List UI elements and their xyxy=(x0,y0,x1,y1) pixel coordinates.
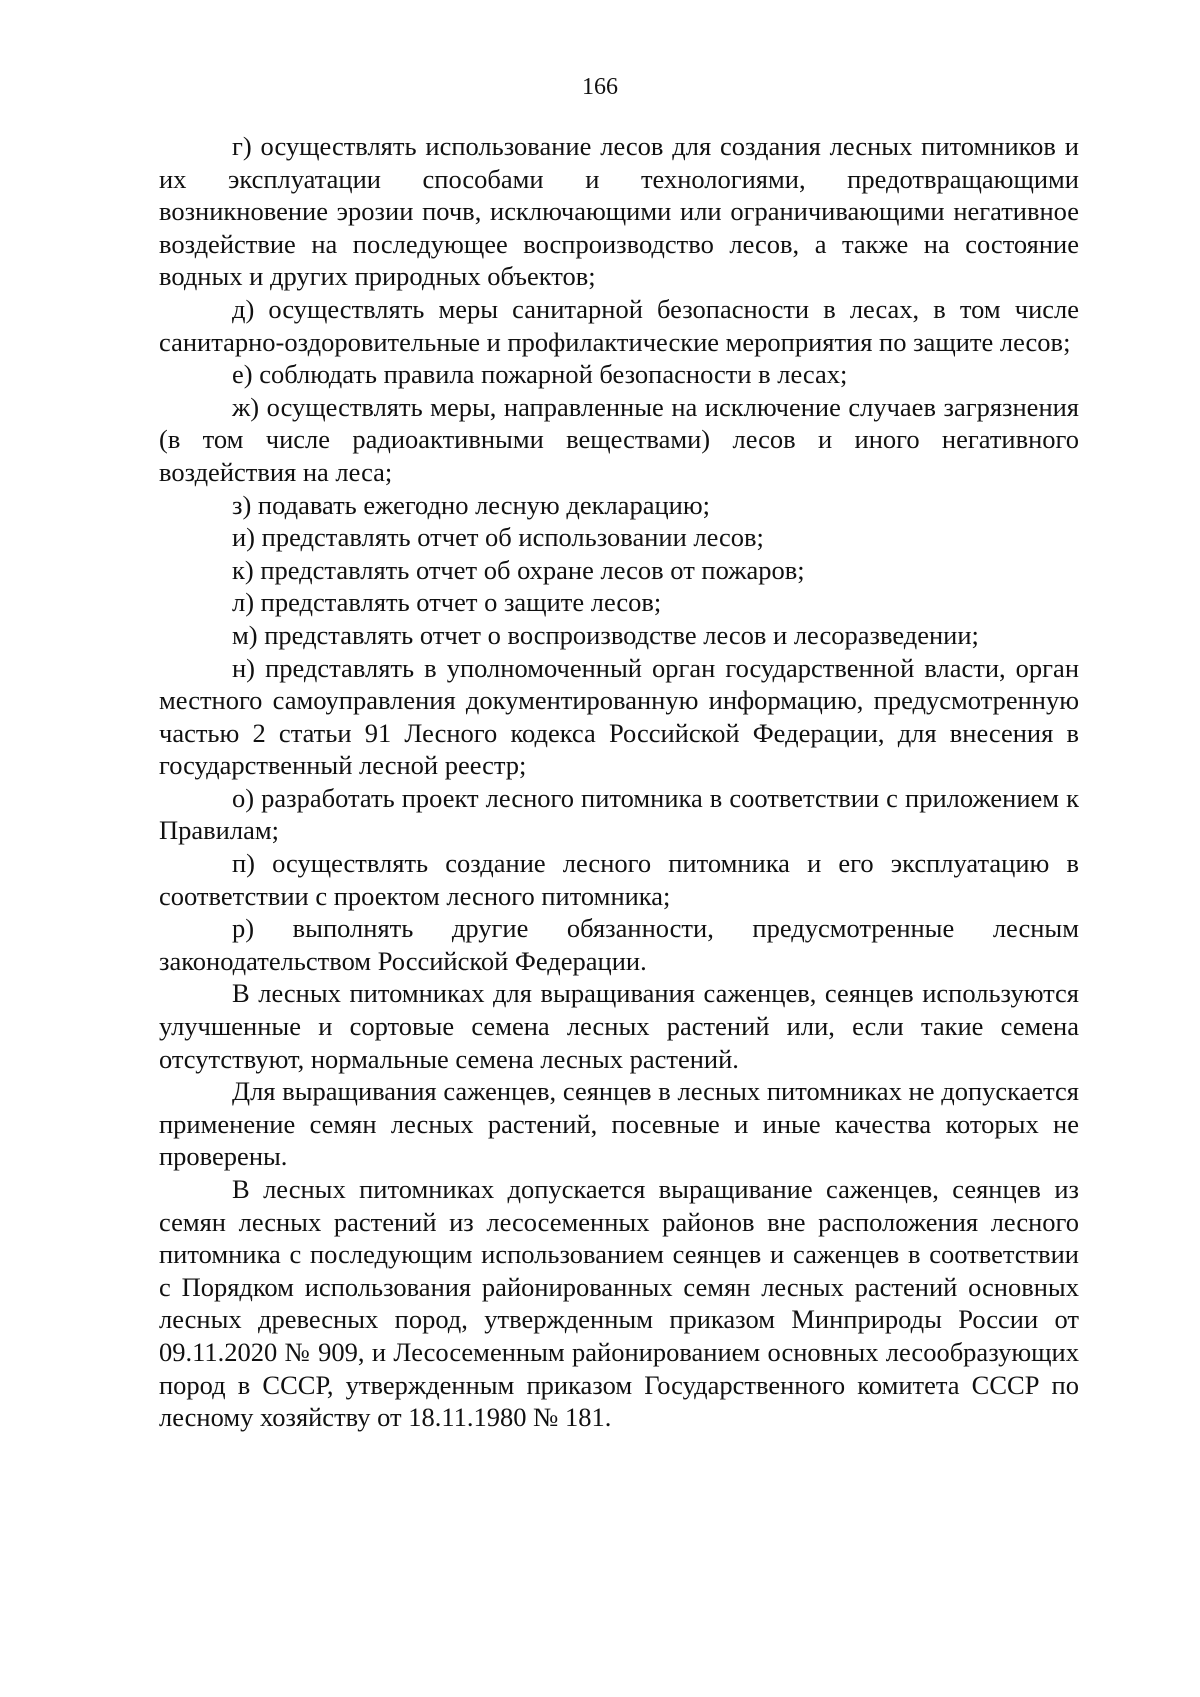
paragraph-item-n: н) представлять в уполномоченный орган государственной власти, орган местного самоуправления документированную информацию, предусмотренную частью 2 статьи 91 Лесного кодекса Российской Федерации, для внесения в государственный лесной реестр; xyxy=(159,652,1079,781)
paragraph-item-o: о) разработать проект лесного питомника в соответствии с приложением к Правилам; xyxy=(159,782,1079,846)
paragraph-item-d: д) осуществлять меры санитарной безопасности в лесах, в том числе санитарно-оздоровительные и профилактические мероприятия по защите лесов; xyxy=(159,293,1079,357)
page-number: 166 xyxy=(582,74,618,100)
paragraph-item-p: п) осуществлять создание лесного питомника и его эксплуатацию в соответствии с проектом лесного питомника; xyxy=(159,848,1079,911)
paragraph-item-z: з) подавать ежегодно лесную декларацию; xyxy=(232,489,710,520)
paragraph-seeds-improved: В лесных питомниках для выращивания саженцев, сеянцев используются улучшенные и сортовые семена лесных растений или, если такие семена отсутствуют, нормальные семена лесных растений. xyxy=(159,978,1079,1074)
paragraph-seeds-regions: В лесных питомниках допускается выращивание саженцев, сеянцев из семян лесных растений из лесосеменных районов вне расположения лесного питомника с последующим использованием сеянцев и саженцев в соответствии с Порядком использования районированных семян лесных растений основных лесных древесных пород, утвержденным приказом Минприроды России от 09.11.2020 № 909, и Лесосеменным районированием основных лесообразующих пород в СССР, утвержденным приказом Государственного комитета СССР по лесному хозяйству от 18.11.1980 № 181. xyxy=(159,1174,1079,1433)
paragraph-item-k: к) представлять отчет об охране лесов от пожаров; xyxy=(232,554,805,585)
paragraph-seeds-unverified: Для выращивания саженцев, сеянцев в лесных питомниках не допускается применение семян лесных растений, посевные и иные качества которых не проверены. xyxy=(159,1076,1079,1172)
paragraph-item-r: р) выполнять другие обязанности, предусмотренные лесным законодательством Российской Федерации. xyxy=(159,913,1079,976)
paragraph-item-i: и) представлять отчет об использовании лесов; xyxy=(232,522,764,553)
paragraph-item-m: м) представлять отчет о воспроизводстве лесов и лесоразведении; xyxy=(232,619,979,650)
paragraph-item-zh: ж) осуществлять меры, направленные на исключение случаев загрязнения (в том числе радиоактивными веществами) лесов и иного негативного воздействия на леса; xyxy=(159,391,1079,487)
paragraph-item-e: е) соблюдать правила пожарной безопасности в лесах; xyxy=(232,359,848,390)
paragraph-item-l: л) представлять отчет о защите лесов; xyxy=(232,587,662,618)
paragraph-item-g: г) осуществлять использование лесов для создания лесных питомников и их эксплуатации способами и технологиями, предотвращающими возникновение эрозии почв, исключающими или ограничивающими негативное воздействие на последующее воспроизводство лесов, а также на состояние водных и других природных объектов; xyxy=(159,131,1079,292)
document-body xyxy=(159,130,1079,1434)
